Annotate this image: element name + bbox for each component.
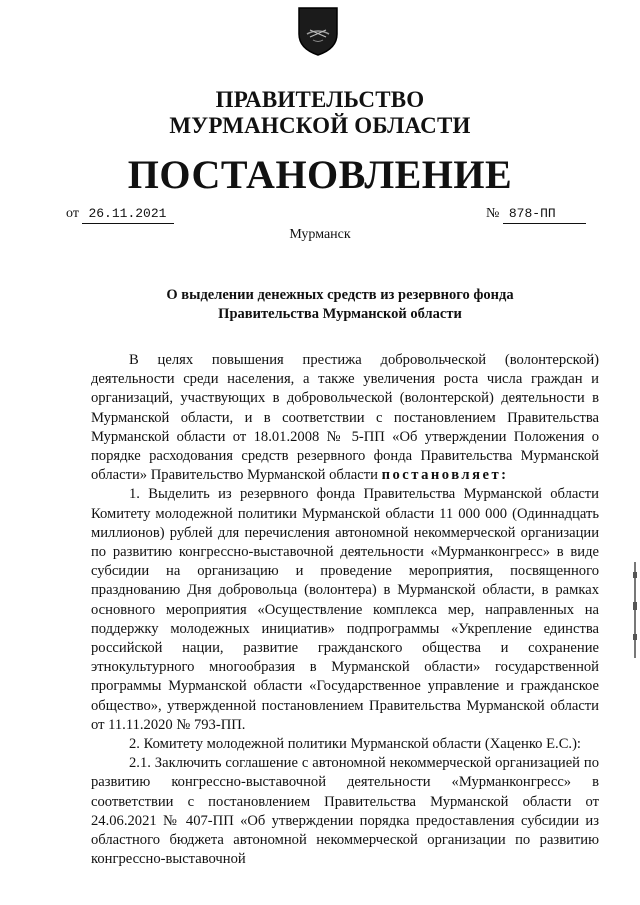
- scan-edge-mark: [632, 562, 638, 658]
- city: Мурманск: [289, 227, 351, 242]
- document-date: 26.11.2021: [82, 205, 174, 224]
- date-prefix: от: [66, 206, 79, 221]
- preamble-text: В целях повышения престижа добровольческой (волонтерской) деятельности среди населения, а также увеличения роста числа граждан и организаций, участвующих в добровольческой (волонтерской) деятельности в Мурманской области, и в соответствии с постановлением Правительства Мурманской области от 18.01.2008 № 5-ПП «Об утверждении Положения о порядке расходования средств резервного фонда Правительства Мурманской области» Правительство Мурманской области: [91, 352, 599, 484]
- document-body: [91, 351, 599, 869]
- clause-2-1: 2.1. Заключить соглашение с автономной некоммерческой организацией по развитию конгрессно-выставочной деятельности «Мурманконгресс» в соответствии с постановлением Правительства Мурманской области от 24.06.2021 № 407-ПП «Об утверждении порядка предоставления субсидии из областного бюджета автономной некоммерческой организации по развитию конгрессно-выставочной: [91, 755, 599, 868]
- preamble-paragraph: [91, 351, 599, 485]
- coat-of-arms-icon: [297, 6, 339, 56]
- subject-line1: О выделении денежных средств из резервного фонда: [166, 287, 514, 303]
- document-type: ПОСТАНОВЛЕНИЕ: [127, 152, 513, 197]
- org-name-line2: МУРМАНСКОЙ ОБЛАСТИ: [169, 113, 471, 138]
- decree-word: постановляет:: [381, 467, 509, 484]
- clause-2: 2. Комитету молодежной политики Мурманской области (Хаценко Е.С.):: [129, 736, 581, 753]
- org-name-line1: ПРАВИТЕЛЬСТВО: [215, 87, 425, 112]
- document-subject: [140, 286, 540, 324]
- number-prefix: №: [486, 206, 500, 221]
- document-number: 878-ПП: [503, 205, 586, 224]
- clause-1: 1. Выделить из резервного фонда Правительства Мурманской области Комитету молодежной политики Мурманской области 11 000 000 (Одиннадцать миллионов) рублей для перечисления автономной некоммерческой организации по развитию конгрессно-выставочной деятельности «Мурманконгресс» в виде субсидии на организацию и проведение мероприятия, посвященного празднованию Дня добровольца (волонтера) в Мурманской области, в рамках основного мероприятия «Осуществление комплекса мер, направленных на поддержку молодежных инициатив» подпрограммы «Укрепление единства российской нации, развитие гражданского общества и сохранение этнокультурного многообразия в Мурманской области» государственной программы Мурманской области «Государственное управление и гражданское общество», утвержденной постановлением Правительства Мурманской области от 11.11.2020 № 793-ПП.: [91, 486, 599, 733]
- number-field: [486, 205, 586, 224]
- subject-line2: Правительства Мурманской области: [218, 306, 462, 322]
- date-field: [66, 205, 174, 224]
